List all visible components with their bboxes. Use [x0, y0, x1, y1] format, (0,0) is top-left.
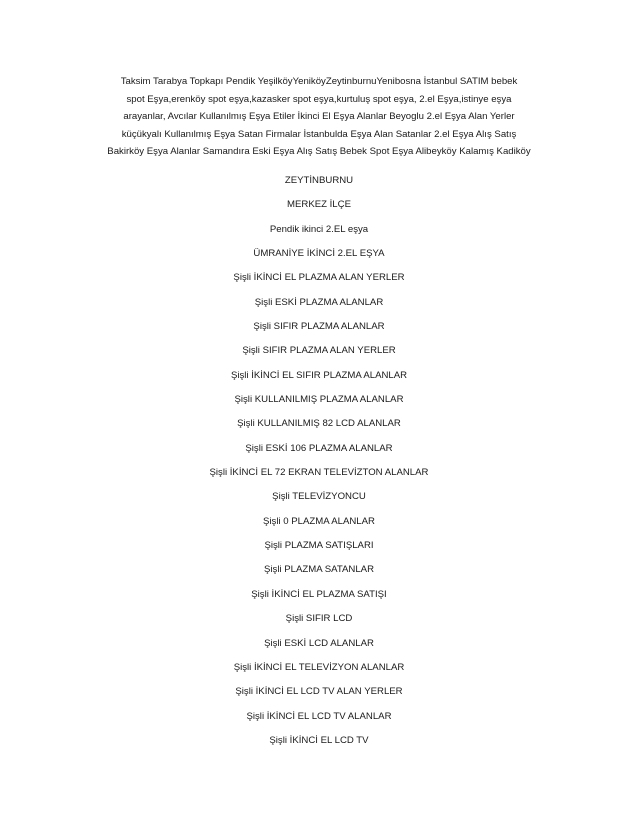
list-item: Şişli PLAZMA SATIŞLARI [264, 540, 374, 552]
list-item: Şişli İKİNCİ EL PLAZMA ALAN YERLER [233, 272, 405, 284]
list-item: Şişli İKİNCİ EL 72 EKRAN TELEVİZTON ALANLAR [209, 467, 429, 479]
intro-paragraph [90, 73, 548, 161]
list-item: Şişli PLAZMA SATANLAR [264, 564, 374, 576]
list-item: Şişli İKİNCİ EL SIFIR PLAZMA ALANLAR [230, 369, 408, 381]
intro-line: küçükyalı Kullanılmış Eşya Satan Firmalar İstanbulda Eşya Alan Satanlar 2.el Eşya Alış Satış [121, 128, 517, 140]
list-item: Şişli ESKİ 106 PLAZMA ALANLAR [245, 442, 393, 454]
list-item: Şişli KULLANILMIŞ 82 LCD ALANLAR [237, 418, 401, 430]
intro-line: arayanlar, Avcılar Kullanılmış Eşya Etiler İkinci El Eşya Alanlar Beyoglu 2.el Eşya Alan Yerler [123, 111, 515, 123]
list-item: Şişli İKİNCİ EL LCD TV ALANLAR [246, 710, 392, 722]
list-item: Şişli İKİNCİ EL PLAZMA SATIŞI [251, 588, 387, 600]
list-item: Şişli İKİNCİ EL TELEVİZYON ALANLAR [233, 661, 405, 673]
intro-line: Bakirköy Eşya Alanlar Samandıra Eski Eşya Alış Satış Bebek Spot Eşya Alibeyköy Kalamış Kadiköy [107, 146, 531, 158]
list-item: MERKEZ İLÇE [287, 199, 351, 211]
list-item: Şişli 0 PLAZMA ALANLAR [263, 515, 375, 527]
list-item: Şişli SIFIR PLAZMA ALAN YERLER [242, 345, 396, 357]
keyword-list [90, 169, 548, 753]
list-item: Şişli İKİNCİ EL LCD TV ALAN YERLER [235, 686, 403, 698]
intro-line: spot Eşya,erenköy spot eşya,kazasker spot eşya,kurtuluş spot eşya, 2.el Eşya,istinye eşya [126, 93, 512, 105]
list-item: Şişli SIFIR LCD [285, 613, 353, 625]
list-item: Şişli İKİNCİ EL LCD TV [269, 734, 369, 746]
list-item: Şişli KULLANILMIŞ PLAZMA ALANLAR [234, 394, 404, 406]
list-item: ÜMRANİYE İKİNCİ 2.EL EŞYA [253, 248, 385, 259]
intro-line: Taksim Tarabya Topkapı Pendik YeşilköyYeniköyZeytinburnuYenibosna İstanbul SATIM bebek [120, 76, 518, 87]
list-item: Pendik ikinci 2.EL eşya [269, 223, 369, 235]
list-item: Şişli ESKİ LCD ALANLAR [264, 637, 374, 649]
list-item: Şişli ESKİ PLAZMA ALANLAR [254, 296, 384, 308]
list-item: Şişli TELEVİZYONCU [272, 491, 366, 503]
list-item: ZEYTİNBURNU [284, 174, 354, 186]
list-item: Şişli SIFIR PLAZMA ALANLAR [253, 321, 385, 333]
